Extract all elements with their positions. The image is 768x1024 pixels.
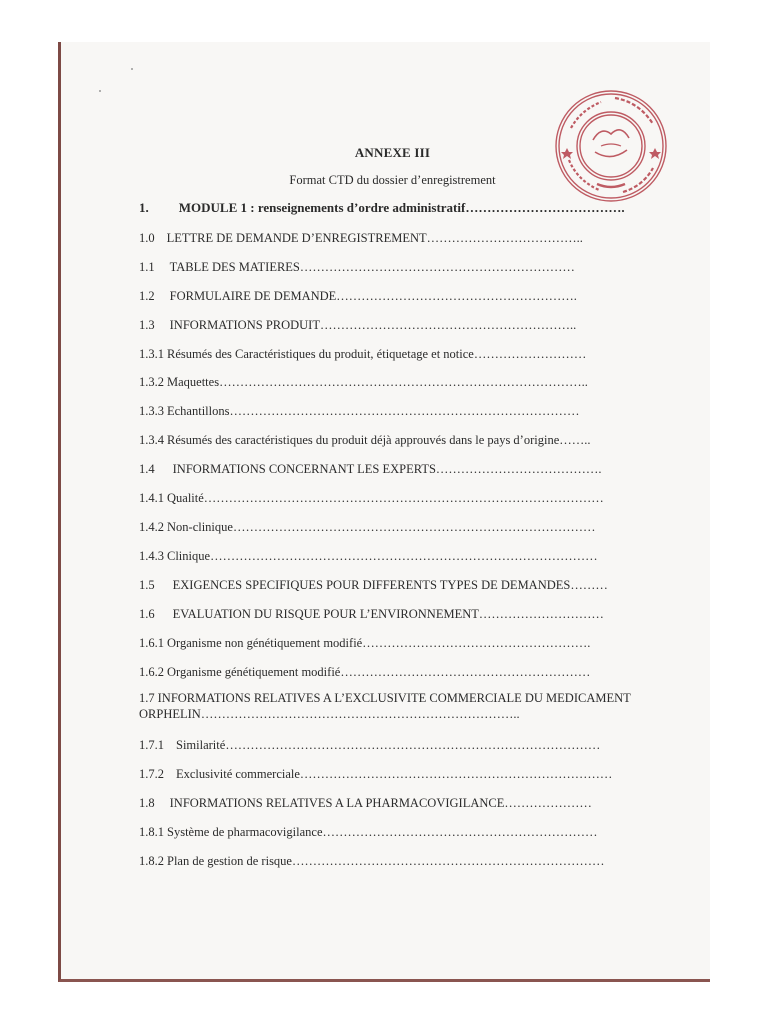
toc-entry-number: 1.8.1 (139, 825, 164, 839)
toc-entry-label: EVALUATION DU RISQUE POUR L’ENVIRONNEMENT (172, 607, 479, 621)
toc-entry-label: INFORMATIONS RELATIVES A LA PHARMACOVIGILANCE (169, 796, 505, 810)
toc-entry-leader-dots: ……………………………….. (426, 231, 583, 245)
document-page (58, 42, 710, 982)
toc-entry-number: 1.0 (139, 231, 155, 245)
toc-entry-number: 1.3.3 (139, 404, 164, 418)
toc-entry (139, 795, 639, 811)
toc-entry (139, 737, 639, 753)
toc-entry-number: 1.8.2 (139, 854, 164, 868)
toc-entry-leader-dots: …………………………………………………… (340, 665, 591, 679)
toc-entry-label: Organisme génétiquement modifié (167, 665, 341, 679)
toc-entry-label: Système de pharmacovigilance (167, 825, 323, 839)
toc-entry-leader-dots: …………………………………………………………………………….. (219, 375, 588, 389)
toc-entry-leader-dots: ………………………………. (465, 200, 625, 215)
toc-entry-number: 1.3.2 (139, 375, 164, 389)
toc-entry-label: INFORMATIONS RELATIVES A L’EXCLUSIVITE COMMERCIALE DU MEDICAMENT ORPHELIN (139, 691, 631, 721)
toc-entry-label: Résumés des caractéristiques du produit déjà approuvés dans le pays d’origine (167, 433, 560, 447)
toc-entry-label: Clinique (167, 549, 211, 563)
toc-entry (139, 403, 639, 419)
toc-entry-number: 1.2 (139, 289, 155, 303)
toc-entry-leader-dots: …………………………………………………………………………… (232, 520, 596, 534)
toc-entry (139, 824, 639, 840)
toc-entry-label: Qualité (167, 491, 204, 505)
toc-entry-number: 1.1 (139, 260, 155, 274)
toc-entry-leader-dots: …………………………………. (435, 462, 602, 476)
toc-entry (139, 548, 639, 564)
toc-entry-leader-dots: …………………………………………………………………………………… (203, 491, 604, 505)
toc-entry-number: 1.5 (139, 578, 155, 592)
toc-entry-number: 1.7.1 (139, 738, 164, 752)
toc-entry (139, 690, 639, 722)
scan-speck (131, 68, 133, 70)
toc-entry (139, 374, 639, 390)
toc-entry-number: 1.6.2 (139, 665, 164, 679)
toc-entry-leader-dots: ………………………………………………………………… (299, 767, 613, 781)
toc-entry (139, 461, 639, 477)
toc-entry-leader-dots: …………………………………………………. (336, 289, 577, 303)
toc-entry-leader-dots: ……… (570, 578, 608, 592)
toc-entry-label: INFORMATIONS PRODUIT (169, 318, 320, 332)
toc-entry-label: Organisme non génétiquement modifié (167, 636, 363, 650)
toc-entry (139, 853, 639, 869)
toc-entry-leader-dots: ……………………………………………………………………………… (225, 738, 601, 752)
toc-entry (139, 606, 639, 622)
toc-entry-number: 1.8 (139, 796, 155, 810)
toc-entry-label: Exclusivité commerciale (176, 767, 300, 781)
toc-entry-leader-dots: ………………………………………………………………………… (229, 404, 580, 418)
toc-entry-number: 1.7.2 (139, 767, 164, 781)
toc-entry-number: 1.3.1 (139, 347, 164, 361)
toc-entry-label: Plan de gestion de risque (167, 854, 292, 868)
toc-entry (139, 664, 639, 680)
toc-entry-leader-dots: ………………………………………………………………… (291, 854, 605, 868)
toc-entry-label: INFORMATIONS CONCERNANT LES EXPERTS (172, 462, 436, 476)
document-title: ANNEXE III (354, 145, 431, 160)
toc-entry-number: 1. (139, 200, 149, 215)
toc-entry (139, 288, 639, 304)
toc-entry-number: 1.6.1 (139, 636, 164, 650)
toc-entry-label: EXIGENCES SPECIFIQUES POUR DIFFERENTS TYPES DE DEMANDES (172, 578, 571, 592)
toc-entry (139, 230, 639, 246)
toc-entry (139, 259, 639, 275)
toc-entry (139, 490, 639, 506)
toc-entry-label: TABLE DES MATIERES (169, 260, 300, 274)
toc-entry-number: 1.3 (139, 318, 155, 332)
toc-entry-leader-dots: ……………………… (473, 347, 587, 361)
toc-entry-leader-dots: ………………………………………………………………….. (200, 707, 520, 721)
toc-entry-label: LETTRE DE DEMANDE D’ENREGISTREMENT (166, 231, 427, 245)
toc-entry-leader-dots: ………………………… (478, 607, 604, 621)
toc-entry-leader-dots: …………………………………………………….. (320, 318, 577, 332)
toc-entry (139, 346, 639, 362)
toc-entry-number: 1.4.3 (139, 549, 164, 563)
toc-entry-number: 1.3.4 (139, 433, 164, 447)
toc-entry-label: Non-clinique (167, 520, 233, 534)
toc-entry-label: Echantillons (167, 404, 230, 418)
toc-entry-label: Maquettes (167, 375, 220, 389)
toc-entry-leader-dots: ………………………………………………. (362, 636, 591, 650)
toc-entry-label: MODULE 1 : renseignements d’ordre administratif (178, 200, 466, 215)
toc-entry-number: 1.4 (139, 462, 155, 476)
toc-entry-label: FORMULAIRE DE DEMANDE (169, 289, 337, 303)
toc-entry (139, 766, 639, 782)
toc-entry-leader-dots: ………………………………………………………… (299, 260, 575, 274)
toc-entry-leader-dots: ………………… (504, 796, 592, 810)
toc-entry (139, 200, 639, 216)
toc-entry-number: 1.7 (139, 691, 155, 705)
toc-entry-number: 1.4.1 (139, 491, 164, 505)
toc-entry-number: 1.4.2 (139, 520, 164, 534)
toc-entry-label: Similarité (176, 738, 226, 752)
toc-entry (139, 432, 639, 448)
toc-entry-leader-dots: …….. (559, 433, 591, 447)
toc-entry (139, 635, 639, 651)
toc-entry (139, 577, 639, 593)
toc-entry-label: Résumés des Caractéristiques du produit, étiquetage et notice (167, 347, 474, 361)
toc-entry (139, 317, 639, 333)
scan-speck (99, 90, 101, 92)
toc-entry-number: 1.6 (139, 607, 155, 621)
toc-entry-leader-dots: ………………………………………………………… (322, 825, 598, 839)
document-subtitle: Format CTD du dossier d’enregistrement (289, 173, 496, 187)
toc-entry (139, 519, 639, 535)
toc-entry-leader-dots: ………………………………………………………………………………… (210, 549, 598, 563)
